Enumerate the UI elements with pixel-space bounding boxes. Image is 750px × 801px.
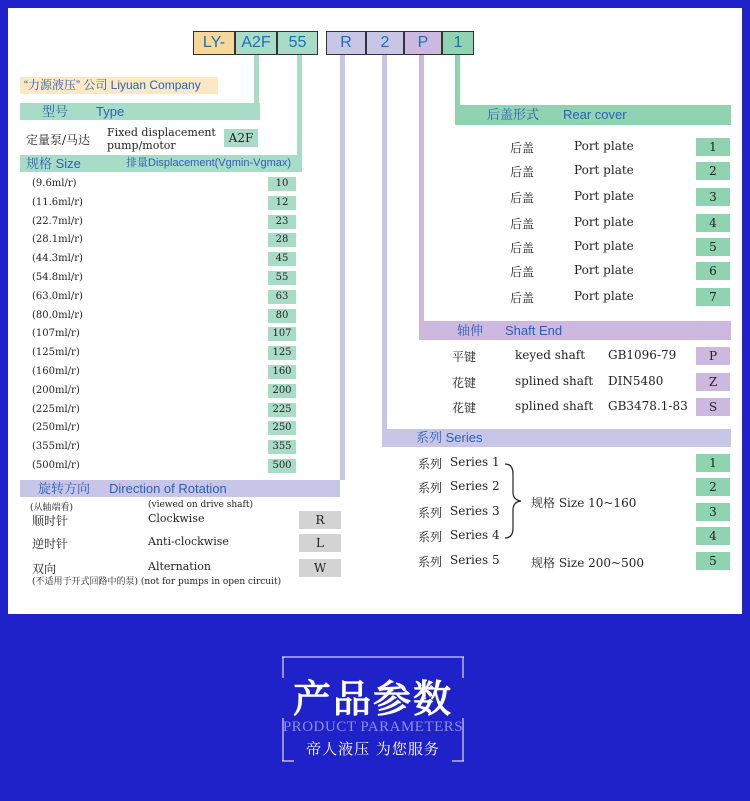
rear-cover-row-cn: 后盖 [510, 141, 535, 155]
series-row-code: 5 [696, 552, 730, 570]
rear-cover-title-en: Rear cover [563, 107, 627, 122]
rotation-row-en: Anti-clockwise [148, 535, 229, 548]
connector-shaft [419, 55, 424, 321]
code-segment-2: A2F [235, 31, 277, 55]
rotation-row-code: W [299, 559, 341, 577]
series-row-en: Series 2 [450, 479, 500, 493]
shaft-row-cn: 花键 [452, 401, 477, 415]
rotation-row-cn: 顺时针 [32, 514, 69, 528]
size-row-label: (22.7ml/r) [32, 216, 83, 227]
size-row-code: 160 [268, 365, 296, 379]
rear-cover-row-code: 2 [696, 162, 730, 180]
rear-cover-header [455, 105, 731, 125]
size-row-code: 355 [268, 440, 296, 454]
rear-cover-row-en: Port plate [574, 215, 634, 229]
size-row-code: 200 [268, 384, 296, 398]
rotation-title-cn: 旋转方向 [38, 481, 91, 496]
type-title-en: Type [96, 104, 125, 119]
connector-series [382, 55, 387, 430]
series-row-code: 1 [696, 454, 730, 472]
size-row-code: 125 [268, 346, 296, 360]
size-row-code: 500 [268, 459, 296, 473]
rotation-header [20, 480, 340, 497]
series-row-en: Series 3 [450, 504, 500, 518]
size-row-label: (80.0ml/r) [32, 310, 83, 321]
size-row-code: 250 [268, 421, 296, 435]
rear-cover-row-cn: 后盖 [510, 165, 535, 179]
size-row-label: (500ml/r) [32, 460, 80, 471]
shaft-row-code: P [696, 347, 730, 365]
rotation-row-cn: 逆时针 [32, 537, 69, 551]
size-row-code: 12 [268, 196, 296, 210]
parameter-sheet [8, 8, 742, 614]
shaft-title-cn: 轴伸 [457, 323, 484, 338]
series-row-en: Series 4 [450, 528, 500, 542]
shaft-title-en: Shaft End [505, 323, 563, 338]
type-row-en-2: pump/motor [107, 139, 176, 152]
type-header [20, 103, 260, 120]
size-row-label: (355ml/r) [32, 441, 80, 452]
shaft-row-code: S [696, 398, 730, 416]
connector-size [297, 55, 302, 155]
series-row-code: 2 [696, 478, 730, 496]
shaft-row-std: GB1096-79 [608, 348, 677, 362]
company-bar [20, 77, 218, 94]
code-segment-3: 55 [277, 31, 318, 55]
connector-rear [455, 55, 460, 105]
shaft-row-en: splined shaft [515, 399, 594, 413]
rear-cover-row-code: 1 [696, 138, 730, 156]
size-row-label: (160ml/r) [32, 366, 80, 377]
size-row-code: 107 [268, 327, 296, 341]
shaft-row-en: splined shaft [515, 374, 594, 388]
footer-title: 产品参数 [292, 676, 453, 721]
rear-cover-row-cn: 后盖 [510, 191, 535, 205]
code-segment-6: P [404, 31, 442, 55]
size-row-code: 80 [268, 309, 296, 323]
type-title-cn: 型号 [42, 104, 69, 119]
size-row-label: (9.6ml/r) [32, 178, 77, 189]
code-segment-5: 2 [366, 31, 404, 55]
size-row-code: 28 [268, 233, 296, 247]
shaft-header [419, 321, 731, 340]
size-row-code: 45 [268, 252, 296, 266]
code-segment-4: R [326, 31, 366, 55]
series-row-cn: 系列 [418, 530, 443, 544]
size-row-code: 225 [268, 403, 296, 417]
series-brace [503, 462, 525, 540]
rear-cover-row-en: Port plate [574, 163, 634, 177]
size-row-label: (28.1ml/r) [32, 234, 83, 245]
rear-cover-row-en: Port plate [574, 139, 634, 153]
code-segment-1: LY- [193, 31, 235, 55]
shaft-row-std: DIN5480 [608, 374, 664, 388]
size-row-code: 63 [268, 290, 296, 304]
code-segment-7: 1 [442, 31, 474, 55]
shaft-row-std: GB3478.1-83 [608, 399, 688, 413]
shaft-row-en: keyed shaft [515, 348, 586, 362]
series-row-cn: 系列 [418, 506, 443, 520]
rear-cover-row-cn: 后盖 [510, 217, 535, 231]
size-row-label: (225ml/r) [32, 404, 80, 415]
size-row-label: (200ml/r) [32, 385, 80, 396]
rear-cover-row-en: Port plate [574, 239, 634, 253]
connector-type [254, 55, 259, 105]
size-row-label: (107ml/r) [32, 328, 80, 339]
type-row-en-1: Fixed displacement [107, 126, 216, 139]
series-row-cn: 系列 [418, 457, 443, 471]
size-row-code: 23 [268, 215, 296, 229]
series-row-code: 3 [696, 503, 730, 521]
rotation-row-en: Clockwise [148, 512, 205, 525]
series-spec-b: 规格 Size 200~500 [531, 556, 644, 570]
series-row-code: 4 [696, 527, 730, 545]
rear-cover-row-cn: 后盖 [510, 291, 535, 305]
rear-cover-row-en: Port plate [574, 189, 634, 203]
connector-rotation [340, 55, 345, 480]
shaft-row-cn: 花键 [452, 376, 477, 390]
rear-cover-title-cn: 后盖形式 [487, 107, 540, 122]
rear-cover-row-code: 6 [696, 262, 730, 280]
rear-cover-row-en: Port plate [574, 289, 634, 303]
rear-cover-row-en: Port plate [574, 263, 634, 277]
size-header [20, 155, 302, 172]
rotation-row-code: R [299, 511, 341, 529]
size-row-label: (250ml/r) [32, 422, 80, 433]
series-title: 系列 Series [416, 430, 483, 445]
rotation-row-cn: 双向 [32, 562, 57, 576]
size-row-label: (54.8ml/r) [32, 272, 83, 283]
rear-cover-row-cn: 后盖 [510, 265, 535, 279]
size-row-code: 10 [268, 177, 296, 191]
size-title: 规格 Size [26, 156, 81, 171]
rear-cover-row-cn: 后盖 [510, 241, 535, 255]
size-subtitle: 排量Displacement(Vgmin-Vgmax) [126, 157, 292, 169]
shaft-row-code: Z [696, 373, 730, 391]
rotation-title-en: Direction of Rotation [109, 481, 227, 496]
type-code-box: A2F [224, 129, 258, 147]
rotation-row-code: L [299, 534, 341, 552]
shaft-row-cn: 平键 [452, 350, 477, 364]
series-row-cn: 系列 [418, 555, 443, 569]
size-row-label: (11.6ml/r) [32, 197, 83, 208]
rear-cover-row-code: 3 [696, 188, 730, 206]
size-row-label: (63.0ml/r) [32, 291, 83, 302]
series-row-en: Series 1 [450, 455, 500, 469]
footer-slogan: 帝人液压 为您服务 [306, 740, 440, 758]
rear-cover-row-code: 4 [696, 214, 730, 232]
rear-cover-row-code: 7 [696, 288, 730, 306]
company-label: “力源液压” 公司 Liyuan Company [24, 78, 201, 92]
rear-cover-row-code: 5 [696, 238, 730, 256]
footer-subtitle: PRODUCT PARAMETERS [282, 719, 464, 735]
series-row-cn: 系列 [418, 481, 443, 495]
series-row-en: Series 5 [450, 553, 500, 567]
series-header [382, 429, 731, 447]
series-spec-a: 规格 Size 10~160 [531, 496, 637, 510]
size-row-label: (44.3ml/r) [32, 253, 83, 264]
type-row-cn: 定量泵/马达 [26, 133, 91, 147]
rotation-row-en: Alternation [148, 560, 211, 573]
rotation-note-cn: (从轴端看) [30, 503, 74, 513]
rotation-footnote: (不适用于开式回路中的泵) (not for pumps in open circuit) [32, 577, 282, 587]
rotation-note-en: (viewed on drive shaft) [148, 500, 253, 510]
size-row-label: (125ml/r) [32, 347, 80, 358]
size-row-code: 55 [268, 271, 296, 285]
